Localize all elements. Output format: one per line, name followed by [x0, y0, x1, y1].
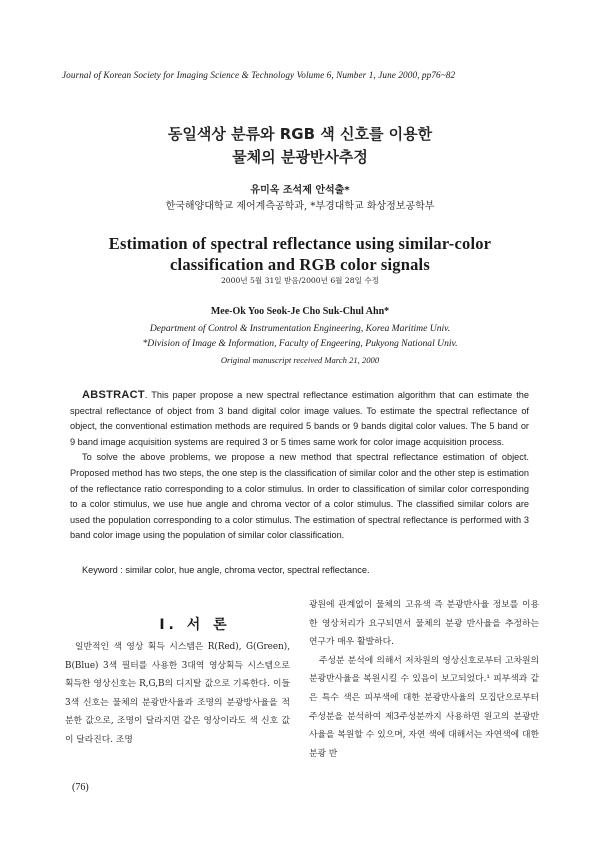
korean-title-line1: 동일색상 분류와 RGB 색 신호를 이용한	[167, 125, 433, 143]
revision-dates: 2000년 5월 31일 받음/2000년 6월 28일 수정	[220, 276, 380, 285]
english-authors: Mee-Ok Yoo Seok-Je Cho Suk-Chul Ahn*	[210, 306, 390, 317]
abstract-heading: ABSTRACT	[82, 389, 145, 401]
section-heading: Ⅰ. 서 론	[159, 617, 231, 633]
right-paragraph-2: 주성분 분석에 의해서 저차원의 영상신호로부터 고차원의 분광반사율을 복원시킬 수 있음이 보고되었다.¹ 피부색과 같은 특수 색은 피부색에 대한 분광반사율의 모집단으로부터 주성분을 분석하여 제3주성분까지 사용하면 원고의 분광반사율을 복원할 수 있으며, 자연 색에 대해서는 자연색에 대한 분광 반	[309, 655, 539, 759]
english-title-line1: Estimation of spectral reflectance using similar-color	[108, 234, 492, 253]
korean-affiliation: 한국해양대학교 제어계측공학과, *부경대학교 화상정보공학부	[165, 201, 435, 212]
korean-authors: 유미옥 조석제 안석출*	[250, 185, 350, 196]
journal-header: Journal of Korean Society for Imaging Science & Technology Volume 6, Number 1, June 2000, pp76~82	[62, 70, 456, 80]
abstract-paragraph-1	[70, 388, 529, 450]
body-left-column	[65, 638, 290, 750]
body-right-column	[309, 596, 539, 763]
english-title-line2: classification and RGB color signals	[170, 255, 430, 274]
right-paragraph-1: 광원에 관계없이 물체의 고유색 즉 분광반사율 정보를 이용한 영상처리가 요구되면서 물체의 분광 반사율을 추정하는 연구가 매우 활발하다.	[309, 600, 539, 648]
abstract-text-1: . This paper propose a new spectral reflectance estimation algorithm that can estimate the spectral reflectance of object from 3 band digital color image values. To estimate the spectral reflectance of object, the conventional estimation methods are required 5 bands or 9 bands digital color values. The 5 band or 9 band image acquisition systems are required 3 or 5 times same work for color image acquisition process.	[70, 390, 529, 447]
department-1: Department of Control & Instrumentation Engineering, Korea Maritime Univ.	[149, 323, 451, 334]
received-date: Original manuscript received March 21, 2000	[220, 355, 380, 365]
left-paragraph: 일반적인 색 영상 획득 시스템은 R(Red), G(Green), B(Blue) 3색 필터를 사용한 3대역 영상획득 시스템으로 획득한 영상신호는 R,G,B의 디지탈 값으로 기록한다. 이들 3색 신호는 물체의 분광반사율과 조명의 분광방사율을 적분한 값으로, 조명이 달라지면 같은 영상이라도 색 신호 값이 달라진다. 조명	[65, 642, 290, 745]
page-number: (76)	[72, 782, 89, 793]
abstract	[70, 388, 529, 544]
abstract-paragraph-2: To solve the above problems, we propose a new method that spectral reflectance estimation of object. Proposed method has two steps, the one step is the classification of similar color and the other step is estimation of the reflectance ratio corresponding to a color stimulus. In order to classification of similar color corresponding to a color stimulus, we use hue angle and chroma vector of a color stimulus. The classified similar colors are used the population corresponding to a color stimulus. The estimation of spectral reflectance is performed with 3 band color image using the population of similar color classification.	[70, 452, 529, 541]
department-2: *Division of Image & Information, Faculty of Engeering, Pukyong National Univ.	[142, 338, 458, 349]
korean-title-line2: 물체의 분광반사추정	[232, 148, 368, 166]
keywords: Keyword : similar color, hue angle, chroma vector, spectral reflectance.	[82, 565, 370, 575]
